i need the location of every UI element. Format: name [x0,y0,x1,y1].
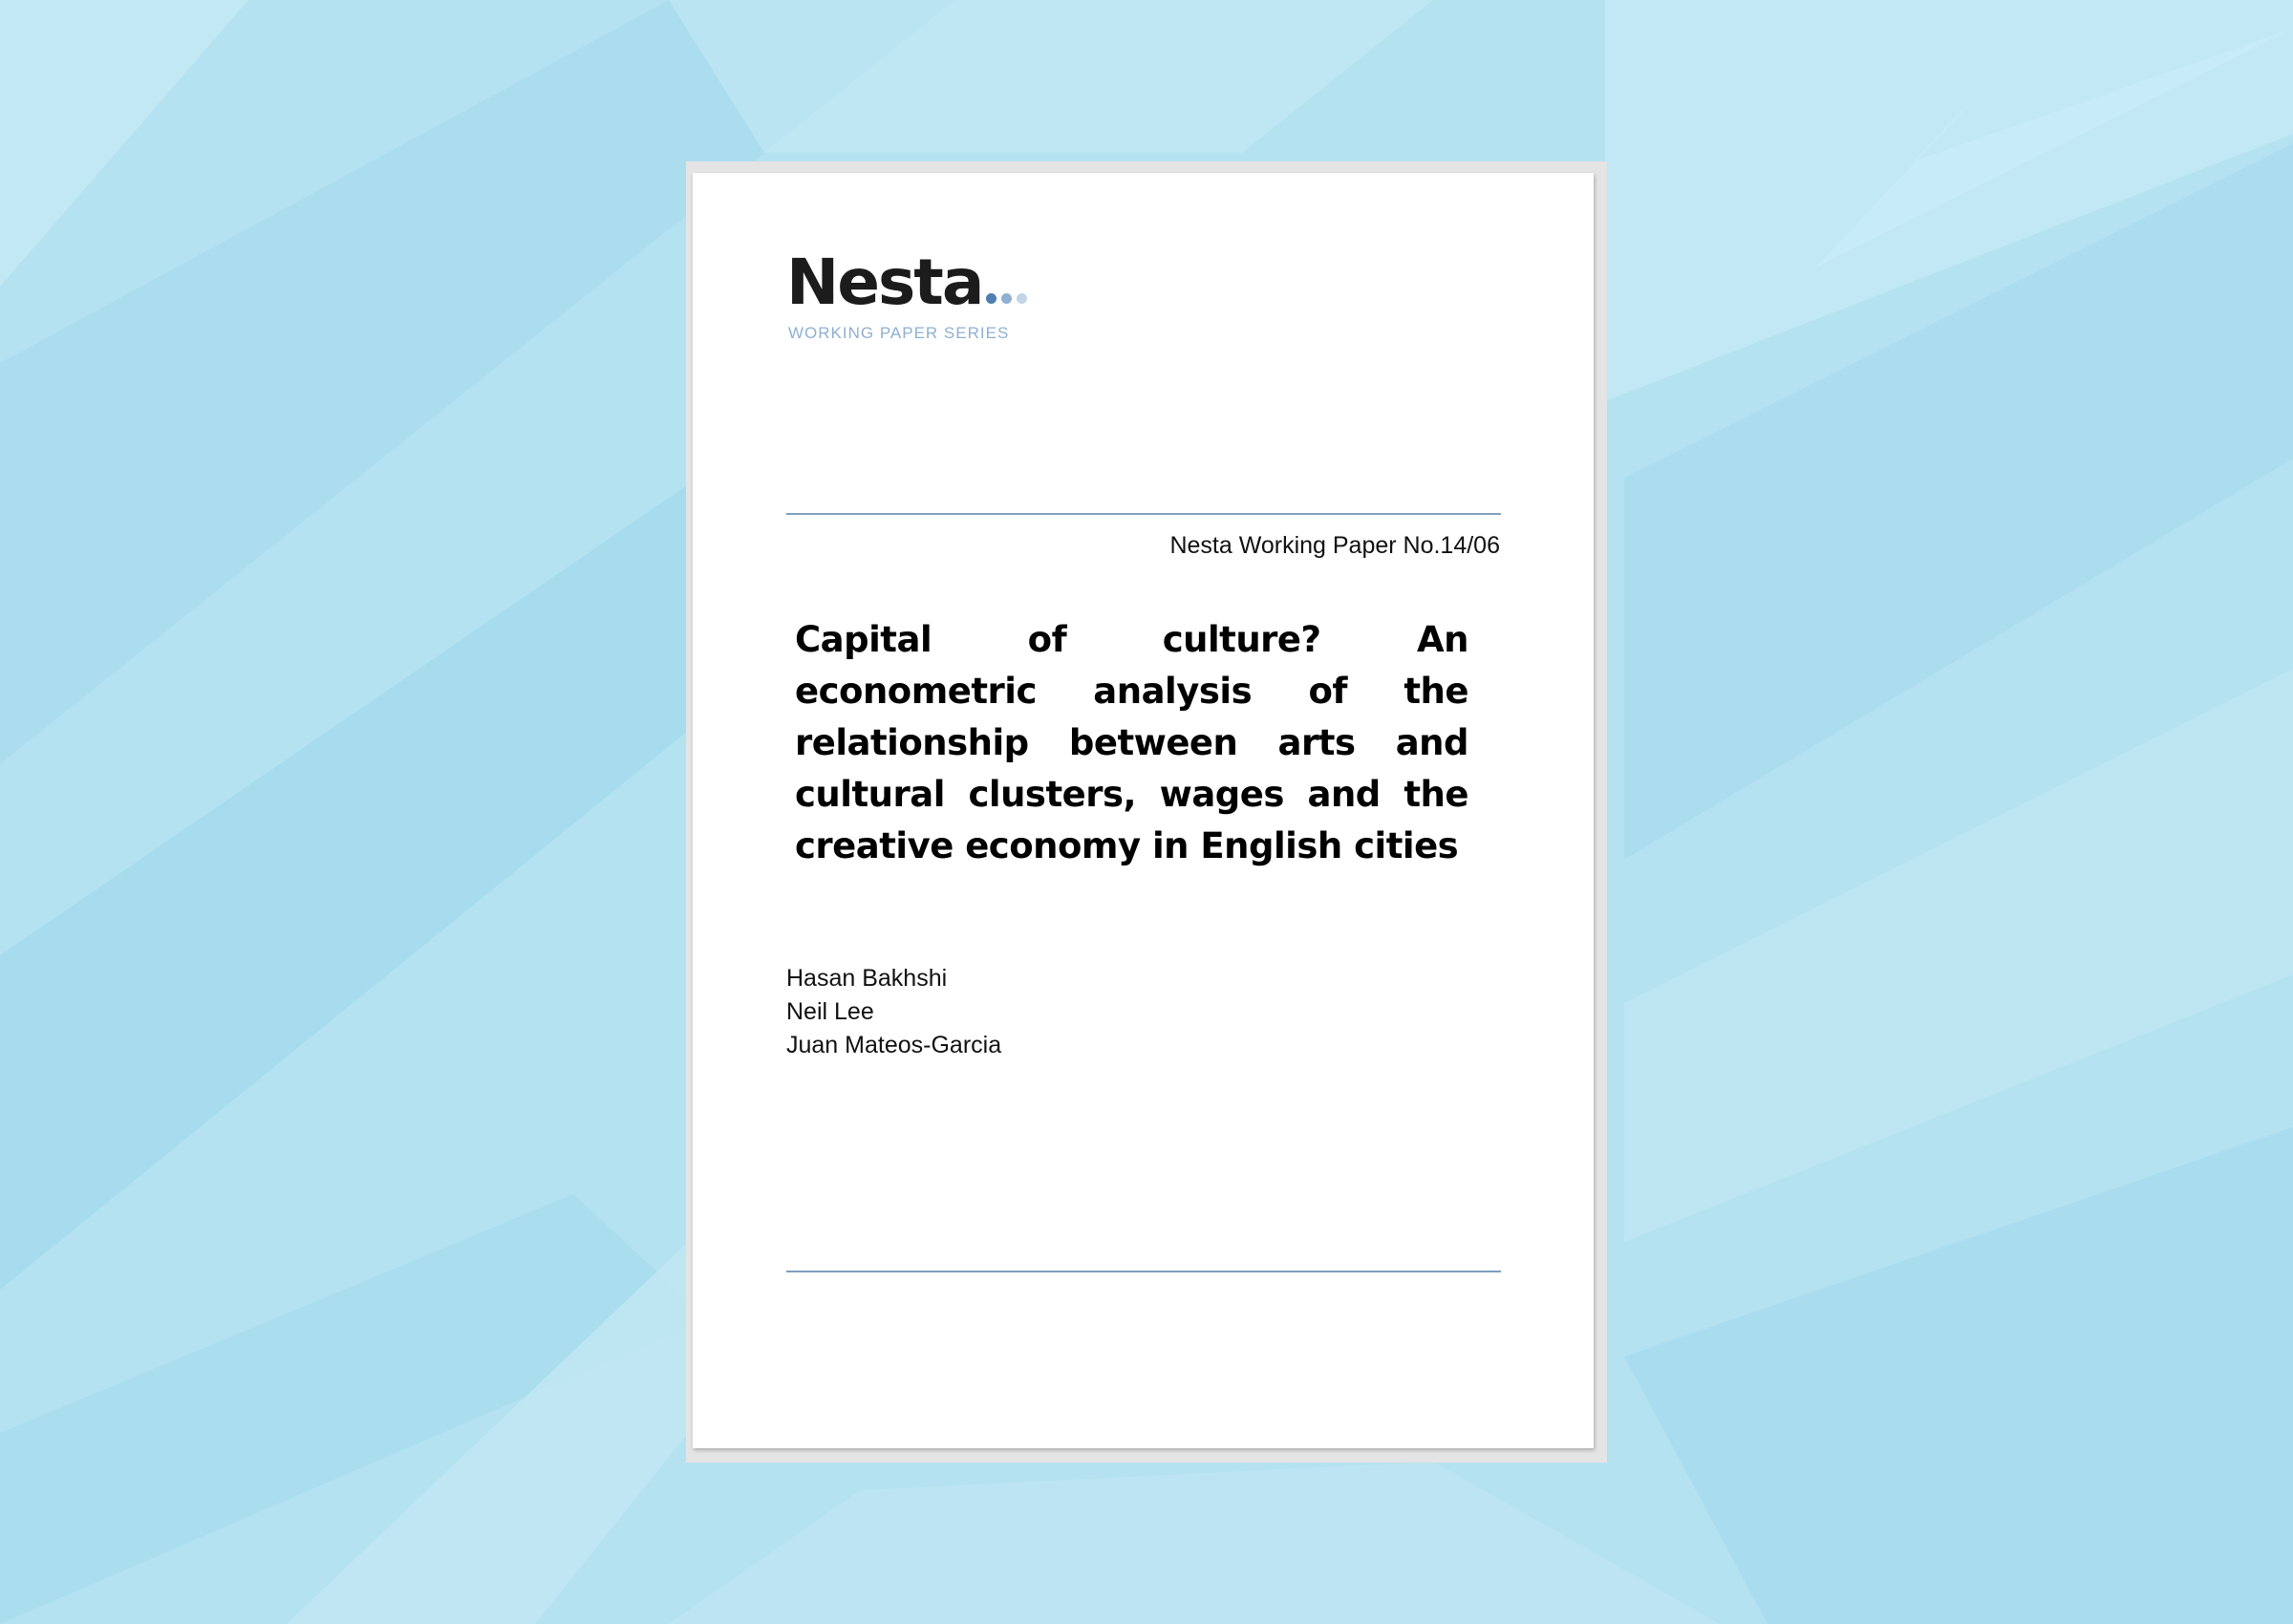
logo-dots-icon [986,251,1032,314]
author-name: Hasan Bakhshi [786,965,948,992]
nesta-logo [786,246,1032,343]
document-page [693,173,1594,1448]
paper-title: Capital of culture? An econometric analysis of the relationship between arts and cultural clusters, wages and the creative economy in English cities [795,619,1468,866]
logo-word: Nesta [786,246,983,319]
top-divider [786,513,1501,515]
author-list [786,962,1001,1062]
bottom-divider [786,1271,1501,1272]
author-name: Juan Mateos-Garcia [786,1032,1002,1058]
logo-subtitle: WORKING PAPER SERIES [788,324,1010,342]
author-name: Neil Lee [786,998,874,1025]
paper-number: Nesta Working Paper No.14/06 [1169,532,1500,559]
